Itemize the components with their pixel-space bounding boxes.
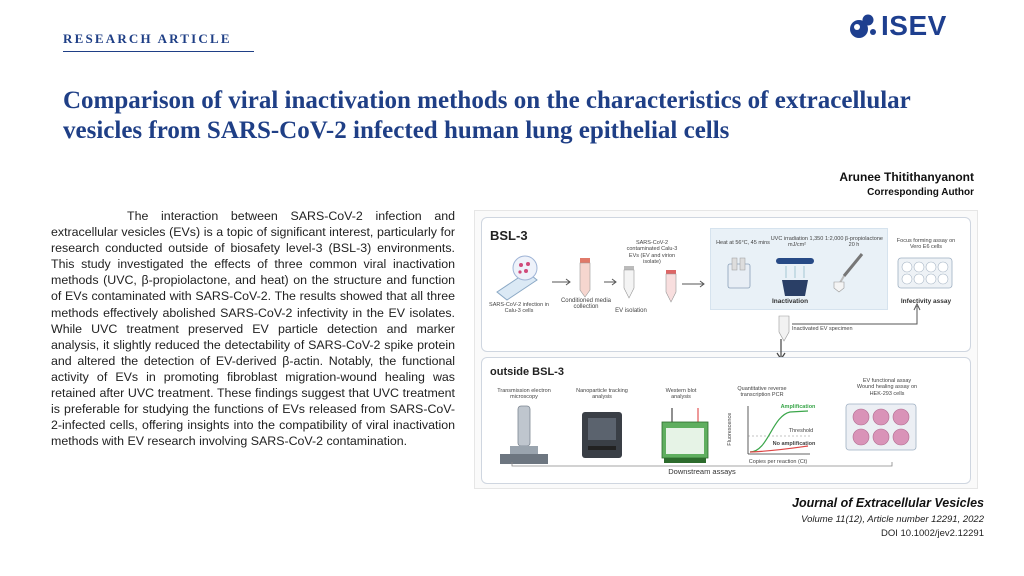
bsl3-header: BSL-3 xyxy=(490,228,528,243)
graphical-abstract-figure xyxy=(474,210,978,489)
isev-logo-icon xyxy=(848,11,878,41)
heat-block-icon xyxy=(728,258,750,288)
microscope-icon xyxy=(500,406,548,466)
western-blot-icon xyxy=(662,408,708,464)
nta-label: Nanoparticle tracking analysis xyxy=(576,388,628,401)
arrow-icon xyxy=(552,278,574,286)
uvc-lamp-icon xyxy=(772,258,818,298)
inactivation-label: Inactivation xyxy=(771,298,809,305)
bsl3-panel xyxy=(481,217,971,352)
author-role: Corresponding Author xyxy=(867,187,974,198)
qpcr-label: Quantitative reverse transcription PCR xyxy=(737,386,787,399)
wb-label: Western blot analysis xyxy=(665,388,697,401)
contaminated-tube-icon xyxy=(664,270,678,304)
arrow-icon xyxy=(604,278,620,286)
amplification-label: Amplification xyxy=(780,404,816,410)
contaminated-label: SARS-CoV-2 contaminated Calu-3 EVs (EV and virion isolate) xyxy=(626,240,678,266)
isev-logo-text: ISEV xyxy=(881,10,947,41)
arrow-icon xyxy=(682,280,708,288)
conditioned-label: Conditioned media collection xyxy=(560,298,612,311)
uvc-label: UVC irradiation 1,350 mJ/cm² xyxy=(770,236,824,249)
journal-doi: DOI 10.1002/jev2.12291 xyxy=(881,528,984,539)
flask-icon xyxy=(492,252,542,302)
fluorescence-label: Fluorescence xyxy=(726,412,733,446)
functional-label: EV functional assay Wound healing assay on HEK-293 cells xyxy=(856,378,918,397)
threshold-label: Threshold xyxy=(788,428,814,434)
nta-device-icon xyxy=(582,412,622,458)
ev-tube-icon xyxy=(622,266,636,300)
ev-isolation-label: EV isolation xyxy=(615,308,647,314)
qpcr-xaxis-label: Copies per reaction (Ct) xyxy=(748,459,808,465)
isev-logo xyxy=(848,10,947,42)
label-underline xyxy=(63,51,254,52)
infection-label: SARS-CoV-2 infection in Calu-3 cells xyxy=(489,302,549,315)
inactivated-label: Inactivated EV specimen xyxy=(792,326,853,332)
abstract-text: The interaction between SARS-CoV-2 infection and extracellular vesicles (EVs) is a topic of significant interest, particularly for research conducted outside of biosafety level-3 (BSL-3) environments. This study investigated the effects of three common viral inactivation methods (UVC, β-propiolactone, and heat) on the structure and function of EVs contaminated with SARS-CoV-2. The results showed that all three methods effectively abolished SARS-CoV-2 infectivity in the EV isolates. While UVC treatment preserved EV particle detection and marker analysis, it slightly reduced the detectability of SARS-CoV-2 spike protein and altered the detection of EV-derived β-actin. Notably, the functional activity of EVs in promoting fibroblast migration-wound healing was retained after UVC treatment. These findings suggest that UVC treatment is preferable for studying the functions of EVs released from SARS-CoV-2-infected cells, offering insights into the compatibility of viral inactivation methods with EV research involving SARS-CoV-2 contamination. xyxy=(51,209,455,449)
no-amplification-label: No amplification xyxy=(772,441,816,447)
outside-bsl3-panel xyxy=(481,357,971,484)
well-plate-icon xyxy=(898,258,952,288)
outside-header: outside BSL-3 xyxy=(490,366,564,378)
heat-label: Heat at 56°C, 45 mins xyxy=(716,240,770,246)
article-title: Comparison of viral inactivation methods on the characteristics of extracellular vesicles from SARS-CoV-2 infected human lung epithelial cells xyxy=(63,87,911,144)
tube-icon xyxy=(578,258,592,298)
infectivity-label: Infectivity assay xyxy=(900,298,952,305)
bpl-label: 1:2,000 β-propiolactone 20 h xyxy=(825,236,883,249)
focus-label: Focus forming assay on Vero E6 cells xyxy=(896,238,956,251)
author-name: Arunee Thitithanyanont xyxy=(839,170,974,184)
article-type-label: RESEARCH ARTICLE xyxy=(63,31,232,46)
tem-label: Transmission electron microscopy xyxy=(497,388,551,401)
journal-name: Journal of Extracellular Vesicles xyxy=(792,496,984,510)
downstream-label: Downstream assays xyxy=(668,467,736,476)
wound-healing-plate-icon xyxy=(846,404,916,450)
journal-volume: Volume 11(12), Article number 12291, 2022 xyxy=(801,514,984,525)
pipette-icon xyxy=(832,252,866,292)
